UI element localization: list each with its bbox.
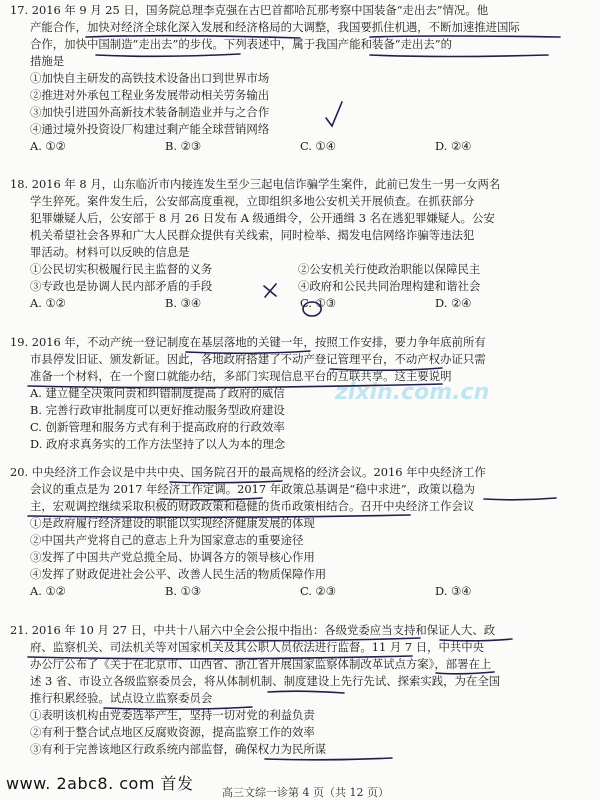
q19-option-b[interactable]: B. 完善行政审批制度可以更好推动服务型政府建设 (30, 403, 285, 417)
q18-option-d[interactable]: D. ②④ (435, 296, 472, 310)
q21-line-5: 推行积累经验。试点设立监察委员会 (30, 691, 213, 705)
q18-option-a[interactable]: A. ①② (30, 296, 66, 310)
q20-line-1: 20. 中央经济工作会议是中共中央、国务院召开的最高规格的经济会议。2016 年中央经济工作 (10, 465, 486, 479)
q20-item-3: ③发挥了中国共产党总揽全局、协调各方的领导核心作用 (30, 550, 315, 564)
q19-line-1: 19. 2016 年，不动产统一登记制度在基层落地的关键一年，按照工作安排，要力争年底前所有 (10, 335, 486, 349)
q20-option-d[interactable]: D. ③④ (435, 584, 472, 598)
q21-line-1: 21. 2016 年 10 月 27 日，中共十八届六中全会公报中指出：各级党委应当支持和保证人大、政 (10, 623, 496, 637)
q19-line-3: 准备一个材料，在一个窗口就能办结，多部门实现信息平台的互联共享。这主要说明 (30, 369, 452, 383)
q18-line-3: 犯罪嫌疑人后，公安部于 8 月 26 日发布 A 级通缉令，公开通缉 3 名在逃犯罪嫌疑人。公安 (30, 211, 495, 225)
footer-page-number: 高三文综一诊第 4 页（共 12 页） (222, 786, 389, 799)
q20-options (10, 583, 580, 600)
q21-item-2: ②有利于整合试点地区反腐败资源，提高监察工作的效率 (30, 725, 315, 739)
q17-option-c[interactable]: C. ①④ (300, 139, 336, 153)
q18-line-4: 机关希望社会各界和广大人民群众提供有关线索，同时检举、揭发电信网络诈骗等违法犯 (30, 228, 475, 242)
q17-line-2: 产能合作，加快对经济全球化深入发展和经济格局的大调整，我国要抓住机遇，不断加速推进国际 (30, 20, 520, 34)
q18-item-1: ①公民切实积极履行民主监督的义务 (30, 262, 213, 276)
q18-option-b[interactable]: B. ③④ (165, 296, 202, 310)
q17-item-3: ③加快引进国外高新技术装备制造业并与之合作 (30, 105, 270, 119)
q21-item-3: ③有利于完善该地区行政系统内部监督，确保权力为民所谋 (30, 742, 327, 756)
q17-item-4: ④通过境外投资设厂构建过剩产能全球营销网络 (30, 122, 270, 136)
footer-site-credit: www. 2abc8. com 首发 (6, 774, 194, 793)
q17-item-2: ②推进对外承包工程业务发展带动相关劳务输出 (30, 88, 270, 102)
q19-option-c[interactable]: C. 创新管理和服务方式有利于提高政府的行政效率 (30, 420, 285, 434)
question-20 (10, 464, 580, 600)
q19-option-a[interactable]: A. 建立健全决策问责和纠错制度提高了政府的威信 (30, 386, 285, 400)
q17-line-1: 17. 2016 年 9 月 25 日，国务院总理李克强在古巴首都哈瓦那考察中国装备“走出去”情况。他 (10, 3, 489, 17)
question-19 (10, 334, 580, 453)
q21-line-2: 府、监察机关、司法机关等对国家机关及其公职人员依法进行监督。11 月 7 日，中共中央 (30, 640, 485, 654)
q20-option-a[interactable]: A. ①② (30, 584, 66, 598)
q18-item-3: ③专政也是协调人民内部矛盾的手段 (30, 279, 213, 293)
q17-option-a[interactable]: A. ①② (30, 139, 66, 153)
q20-line-3: 主，宏观调控继续采取积极的财政政策和稳健的货币政策相结合。召开中央经济工作会议 (30, 499, 475, 513)
question-17 (10, 2, 580, 155)
q21-line-3: 办公厅公布了《关于在北京市、山西省、浙江省开展国家监察体制改革试点方案》，部署在上 (30, 657, 492, 671)
q17-line-4: 措施是 (30, 54, 65, 68)
q18-item-4: ④政府和公民共同治理构建和谐社会 (298, 279, 481, 293)
q17-line-3: 合作，加快中国制造“走出去”的步伐。下列表述中，属于我国产能和装备“走出去”的 (30, 37, 452, 51)
q20-item-1: ①是政府履行经济建设的职能以实现经济健康发展的体现 (30, 516, 315, 530)
q18-line-2: 学生猝死。案件发生后，公安部高度重视，立即组织多地公安机关开展侦查。在抓获部分 (30, 194, 475, 208)
q20-line-2: 会议的重点是为 2017 年经济工作定调。2017 年政策总基调是“稳中求进”，政策以稳为 (30, 482, 475, 496)
q17-option-d[interactable]: D. ②④ (435, 139, 472, 153)
q18-line-1: 18. 2016 年 8 月，山东临沂市内接连发生至少三起电信诈骗学生案件，此前已发生一男一女两名 (10, 177, 501, 191)
question-21 (10, 622, 580, 758)
q18-items-row-1 (10, 261, 580, 278)
q20-option-b[interactable]: B. ①③ (165, 584, 202, 598)
q21-item-1: ①表明该机构由党委选举产生，坚持一切对党的利益负责 (30, 708, 315, 722)
question-18 (10, 176, 580, 312)
q19-option-d[interactable]: D. 政府求真务实的工作方法坚持了以人为本的理念 (30, 437, 286, 451)
q18-items-row-2 (10, 278, 580, 295)
q18-options (10, 295, 580, 312)
q17-item-1: ①加快自主研发的高铁技术设备出口到世界市场 (30, 71, 270, 85)
q20-item-2: ②中国共产党将自己的意志上升为国家意志的重要途径 (30, 533, 304, 547)
q18-line-5: 罪活动。材料可以反映的信息是 (30, 245, 190, 259)
q21-line-4: 述 3 省、市设立各级监察委员会，将从体制机制、制度建设上先行先试、探索实践，为在全国 (30, 674, 501, 688)
q20-item-4: ④发挥了财政促进社会公平、改善人民生活的物质保障作用 (30, 567, 327, 581)
watermark-logo: zixin.com.cn (335, 380, 490, 405)
q21-underline-6 (265, 758, 392, 760)
q20-option-c[interactable]: C. ②③ (300, 584, 336, 598)
q17-option-b[interactable]: B. ②③ (165, 139, 202, 153)
q18-item-2: ②公安机关行使政治职能以保障民主 (298, 262, 481, 276)
q18-option-c[interactable]: C. ①③ (300, 296, 336, 310)
q17-options (10, 138, 580, 155)
q19-line-2: 市县停发旧证、颁发新证。因此，各地政府搭建了不动产登记管理平台，不动产权办证只需 (30, 352, 486, 366)
